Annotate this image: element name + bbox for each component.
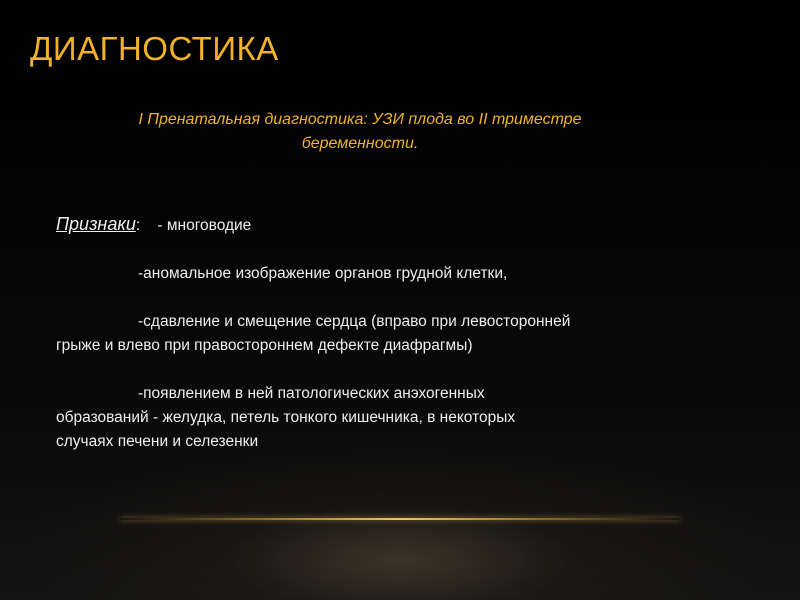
- slide-subtitle: [60, 108, 660, 156]
- sign-text: - многоводие: [157, 217, 252, 234]
- subtitle-line: беременности.: [301, 135, 419, 152]
- sign-text: грыже и влево при правостороннем дефекте диафрагмы): [56, 337, 473, 354]
- decorative-glow-line: [120, 518, 680, 520]
- sign-text: случаях печени и селезенки: [56, 433, 259, 450]
- sign-text: -сдавление и смещение сердца (вправо при левосторонней: [138, 313, 571, 330]
- list-item: [56, 212, 696, 238]
- signs-list: [56, 212, 696, 454]
- sign-text: -появлением в ней патологических анэхогенных: [138, 385, 485, 402]
- slide-title: ДИАГНОСТИКА: [30, 30, 279, 67]
- signs-colon: :: [135, 217, 141, 234]
- list-item: [56, 382, 696, 454]
- list-item: [56, 262, 696, 286]
- signs-label: Признаки: [56, 214, 136, 234]
- list-item: [56, 310, 696, 358]
- subtitle-line: I Пренатальная диагностика: УЗИ плода во II триместре: [138, 111, 582, 128]
- sign-text: образований - желудка, петель тонкого кишечника, в некоторых: [56, 409, 516, 426]
- sign-text: -аномальное изображение органов грудной клетки,: [138, 265, 508, 282]
